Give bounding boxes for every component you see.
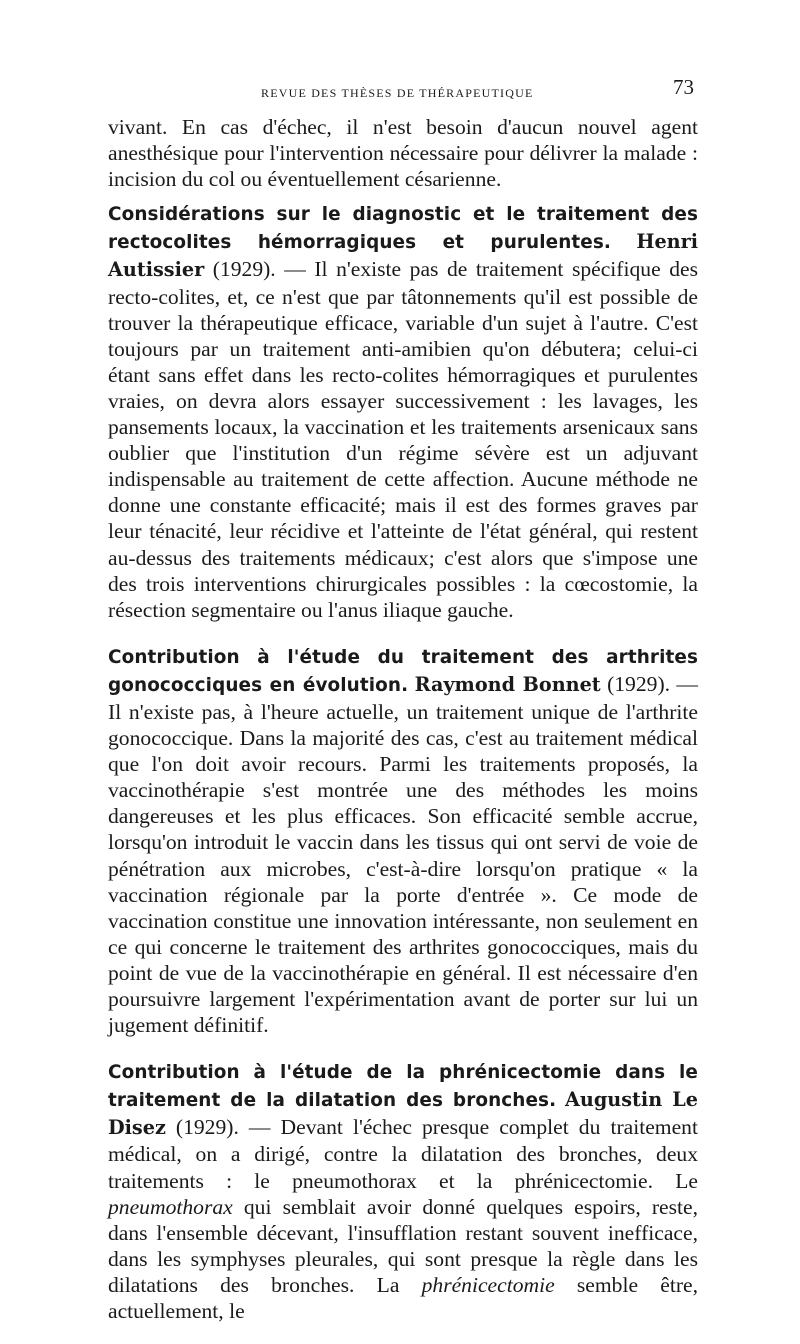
entry-title: Considérations sur le diagnostic et le traitement des rectocolites hémorragiques et purulentes. xyxy=(108,204,698,254)
lead-paragraph: vivant. En cas d'échec, il n'est besoin d'aucun nouvel agent anesthésique pour l'intervention nécessaire pour délivrer la malade : incision du col ou éventuellement césarienne. xyxy=(108,115,698,192)
entry-title: Contribution à l'étude du traitement des arthrites gonococciques en évolution. xyxy=(108,646,698,696)
entry-bonnet xyxy=(108,643,698,1038)
entry-italic-term: pneumothorax xyxy=(108,1194,233,1219)
entry-body-part: qui semblait avoir donné quelques espoirs, reste, dans l'ensemble décevant, l'insufflation restant souvent inefficace, dans les symphyses pleurales, qui sont presque la règle dans les dilatations des bronches. La xyxy=(108,1194,698,1297)
entry-author: Augustin Le Disez xyxy=(108,1088,698,1140)
entry-author: Raymond Bonnet xyxy=(414,672,601,696)
page xyxy=(108,75,699,1344)
entry-dash: — xyxy=(676,671,699,696)
entry-year: (1929). xyxy=(175,1115,239,1140)
running-title: REVUE DES THÈSES DE THÉRAPEUTIQUE xyxy=(261,86,534,100)
entry-year: (1929). xyxy=(607,671,671,696)
entry-body: Il n'existe pas, à l'heure actuelle, un traitement unique de l'arthrite gonococcique. Dans la majorité des cas, c'est au traitement médical que l'on doit avoir recours. Parmi les traitements proposés, la vaccinothérapie s'est montrée une des méthodes les moins dangereuses et les plus efficaces. Son efficacité semble accrue, lorsqu'on introduit le vaccin dans les tissus qui ont servi de voie de pénétration aux microbes, c'est-à-dire lorsqu'on pratique « la vaccination régionale par la porte d'entrée ». Ce mode de vaccination constitue une innovation intéressante, non seulement en ce qui concerne le traitement des arthrites gonococciques, mais du point de vue de la vaccinothérapie en général. Il est nécessaire d'en poursuivre largement l'expérimentation avant de porter sur lui un jugement définitif. xyxy=(108,699,698,1038)
entry-body-part: Devant l'échec presque complet du traitement médical, on a dirigé, contre la dilatation des bronches, deux traitements : le pneumothorax et la phrénicectomie. Le xyxy=(108,1115,698,1193)
entry-dash: — xyxy=(284,257,306,282)
entry-body-part: semble être, actuellement, le xyxy=(108,1272,698,1324)
entry-body: Il n'existe pas de traitement spécifique des recto-colites, et, ce n'est que par tâtonnements qu'il est possible de trouver la thérapeutique efficace, variable d'un sujet à l'autre. C'est toujours par un traitement anti-amibien qu'on débutera; celui-ci étant sans effet dans les recto-colites hémorragiques et purulentes vraies, on devra alors essayer successivement : les lavages, les pansements locaux, la vaccination et les traitements arsenicaux sans oublier que l'institution d'un régime sévère est un adjuvant indispensable au traitement de cette affection. Aucune méthode ne donne une constante efficacité; mais il est des formes graves par leur ténacité, leur récidive et l'atteinte de l'état général, qui restent au-dessus des traitements médicaux; c'est alors que s'impose une des trois interventions chirurgicales possibles : la cœcostomie, la résection segmentaire ou l'anus iliaque gauche. xyxy=(108,257,698,622)
entry-year: (1929). xyxy=(212,257,276,282)
entry-dash: — xyxy=(248,1115,271,1140)
entry-le-disez xyxy=(108,1058,698,1324)
page-header xyxy=(108,75,698,100)
entry-title: Contribution à l'étude de la phrénicectomie dans le traitement de la dilatation des bronches. xyxy=(108,1062,698,1112)
entry-autissier xyxy=(108,200,698,623)
entry-author: Henri Autissier xyxy=(108,230,698,282)
page-number: 73 xyxy=(673,75,694,99)
entry-italic-term: phrénicectomie xyxy=(421,1272,555,1297)
